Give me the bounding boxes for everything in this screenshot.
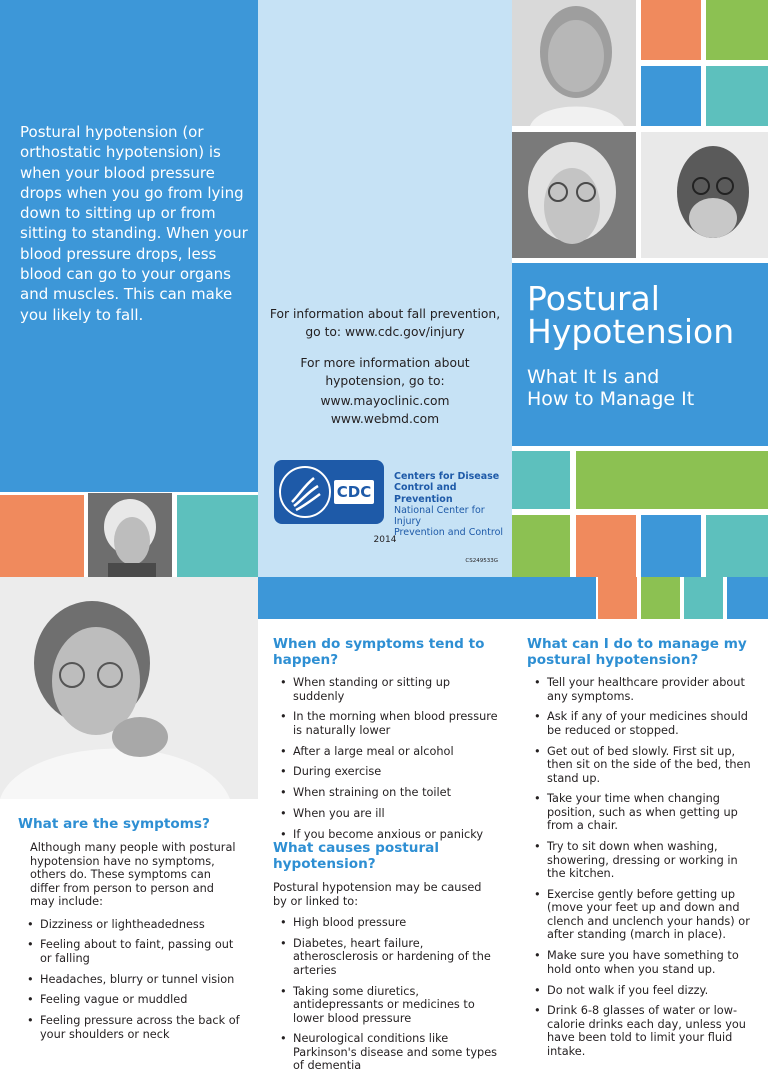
elderly-woman-photo-small — [88, 493, 172, 577]
list-item: • Headaches, blurry or tunnel vision — [20, 973, 240, 987]
cover-subtitle-line2: How to Manage It — [527, 388, 695, 410]
manage-heading: What can I do to manage my postural hypotension? — [527, 636, 747, 668]
org-center-line1: National Center for Injury — [394, 504, 485, 528]
list-item: • Feeling vague or muddled — [20, 993, 240, 1007]
list-item: • During exercise — [273, 765, 498, 779]
causes-list — [273, 916, 498, 1073]
list-item: • High blood pressure — [273, 916, 498, 930]
band-tile-orange — [598, 577, 637, 619]
list-item: • Drink 6-8 glasses of water or low-calorie drinks each day, unless you have been told to limit your fluid intake. — [527, 1004, 752, 1058]
hypotension-info — [258, 355, 512, 390]
hypo-info-line1: For more information about — [300, 356, 470, 370]
list-item: • Feeling about to faint, passing out or falling — [20, 938, 240, 965]
cdc-logo-text: CDC — [336, 483, 372, 501]
fall-info-line1: For information about fall prevention, — [269, 307, 501, 321]
list-item: • Get out of bed slowly. First sit up, then sit on the side of the bed, then stand up. — [527, 745, 752, 786]
manage-list — [527, 676, 752, 1058]
cover-title-line1: Postural — [527, 279, 660, 318]
cover-subtitle — [527, 366, 694, 410]
elderly-woman-glasses-photo — [512, 132, 636, 258]
symptoms-list — [20, 918, 240, 1042]
list-item: • If you become anxious or panicky — [273, 828, 498, 842]
tile-blue-cover — [641, 66, 701, 126]
elderly-man-glasses-photo — [641, 132, 768, 258]
list-item: • In the morning when blood pressure is naturally lower — [273, 710, 498, 737]
manage-section — [527, 636, 752, 1066]
url-list — [258, 393, 512, 428]
causes-heading: What causes postural hypotension? — [273, 840, 439, 872]
list-item: • When straining on the toilet — [273, 786, 498, 800]
band-tile-green — [641, 577, 680, 619]
list-item: • Taking some diuretics, antidepressants or medicines to lower blood pressure — [273, 985, 498, 1026]
cdc-logo — [274, 460, 384, 524]
intro-text: Postural hypotension (or orthostatic hypotension) is when your blood pressure drops when you go from lying down to sitting up or from sitting to standing. When your blood pressure drops, less blood can go to your organs and muscles. This can make you likely to fall. — [20, 123, 248, 324]
list-item: • Try to sit down when washing, showering, dressing or working in the kitchen. — [527, 840, 752, 881]
inside-top-band — [258, 577, 596, 619]
list-item: • Make sure you have something to hold onto when you stand up. — [527, 949, 752, 976]
list-item: • When standing or sitting up suddenly — [273, 676, 498, 703]
cover-title-line2: Hypotension — [527, 312, 735, 351]
list-item: • After a large meal or alcohol — [273, 745, 498, 759]
cover-subtitle-line1: What It Is and — [527, 366, 660, 388]
tile-teal-2 — [512, 451, 570, 509]
tile-green-wide — [576, 451, 768, 509]
publication-year: 2014 — [373, 535, 397, 545]
symptoms-intro: Although many people with postural hypotension have no symptoms, others do. These symptoms can differ from person to person and may include: — [30, 841, 236, 908]
list-item: • Neurological conditions like Parkinson's disease and some types of dementia — [273, 1032, 498, 1073]
hypo-info-line2: hypotension, go to: — [325, 373, 445, 388]
elderly-woman-thinking-photo — [0, 577, 258, 799]
tile-teal — [177, 495, 258, 577]
fall-info-line2[interactable]: go to: www.cdc.gov/injury — [305, 324, 465, 339]
tile-orange-3 — [576, 515, 636, 577]
causes-section — [273, 840, 498, 1080]
symptoms-heading: What are the symptoms? — [18, 816, 210, 832]
tile-green-cover — [706, 0, 768, 60]
when-section — [273, 636, 498, 849]
tile-teal-3 — [706, 515, 768, 577]
causes-intro: Postural hypotension may be caused by or linked to: — [273, 881, 482, 908]
band-tile-blue — [727, 577, 768, 619]
list-item: • Exercise gently before getting up (move your feet up and down and clench and unclench your hands) or after standing (march in place). — [527, 888, 752, 942]
when-list — [273, 676, 498, 841]
tile-blue-3 — [641, 515, 701, 577]
list-item: • Take your time when changing position, such as when getting up from a chair. — [527, 792, 752, 833]
fall-prevention-info — [258, 306, 512, 341]
org-center-line2: Prevention and Control — [394, 527, 504, 539]
mayoclinic-link[interactable]: www.mayoclinic.com — [320, 394, 450, 408]
org-name-line1: Centers for Disease — [394, 471, 500, 482]
elderly-man-photo — [512, 0, 636, 126]
tile-green-3 — [512, 515, 570, 577]
list-item: • Ask if any of your medicines should be reduced or stopped. — [527, 710, 752, 737]
org-name-line2: Control and Prevention — [394, 482, 457, 505]
list-item: • When you are ill — [273, 807, 498, 821]
webmd-link[interactable]: www.webmd.com — [330, 411, 440, 426]
list-item: • Feeling pressure across the back of your shoulders or neck — [20, 1014, 240, 1041]
when-heading: When do symptoms tend to happen? — [273, 636, 485, 668]
tile-teal-cover — [706, 66, 768, 126]
cdc-org-name — [394, 471, 514, 539]
tile-orange — [0, 495, 84, 577]
cover-title — [527, 279, 735, 351]
band-tile-teal — [684, 577, 723, 619]
list-item: • Do not walk if you feel dizzy. — [527, 984, 752, 998]
symptoms-section — [18, 816, 240, 1048]
list-item: • Dizziness or lightheadedness — [20, 918, 240, 932]
list-item: • Diabetes, heart failure, atherosclerosis or hardening of the arteries — [273, 937, 498, 978]
list-item: • Tell your healthcare provider about any symptoms. — [527, 676, 752, 703]
publication-code: CS249533G — [465, 558, 498, 564]
tile-orange-cover — [641, 0, 701, 60]
